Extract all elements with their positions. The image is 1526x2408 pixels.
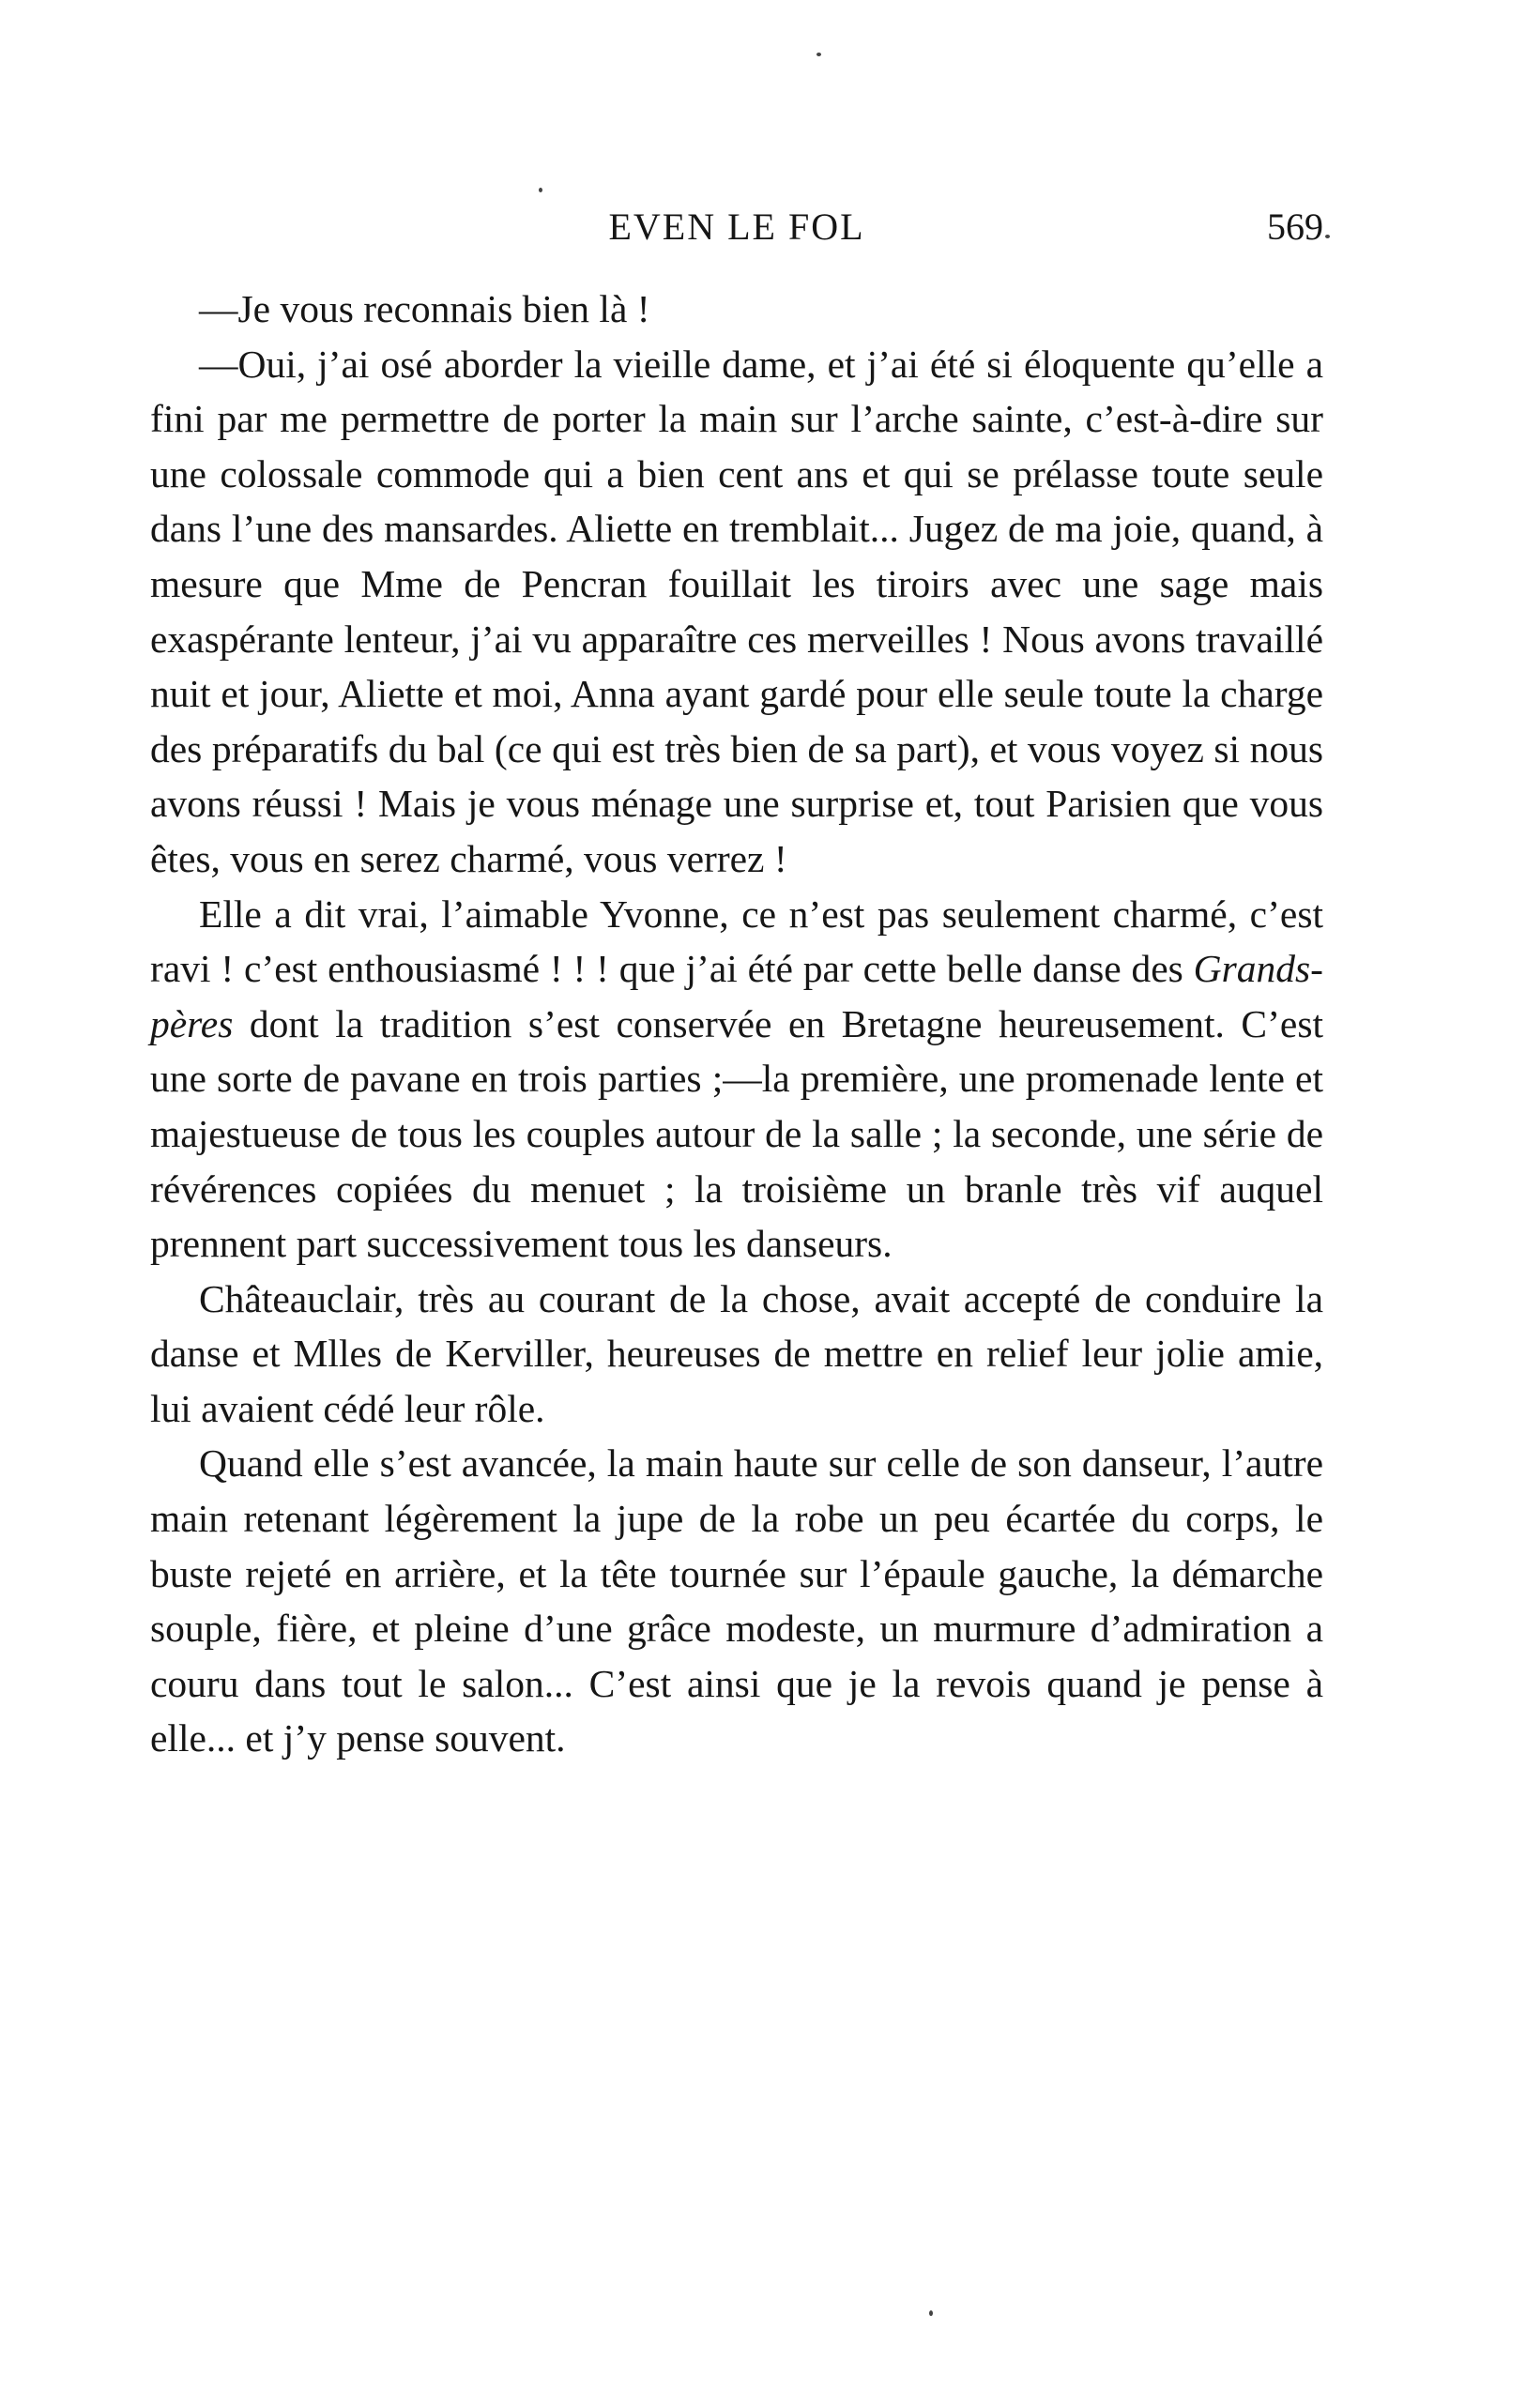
paragraph-text: Elle a dit vrai, l’aimable Yvonne, ce n’est pas seulement charmé, c’est ravi ! c’est enthousiasmé ! ! ! que j’ai été par cette belle danse des — [150, 892, 1323, 991]
body-text — [150, 282, 1323, 1766]
paragraph: —Oui, j’ai osé aborder la vieille dame, et j’ai été si éloquente qu’elle a fini par me permettre de porter la main sur l’arche sainte, c’est-à-dire sur une colossale commode qui a bien cent ans et qui se prélasse toute seule dans l’une des mansardes. Aliette en tremblait... Jugez de ma joie, quand, à mesure que Mme de Pencran fouillait les tiroirs avec une sage mais exaspérante lenteur, j’ai vu apparaître ces merveilles ! Nous avons travaillé nuit et jour, Aliette et moi, Anna ayant gardé pour elle seule toute la charge des préparatifs du bal (ce qui est très bien de sa part), et vous voyez si nous avons réussi ! Mais je vous ménage une surprise et, tout Parisien que vous êtes, vous en serez charmé, vous verrez ! — [150, 342, 1323, 880]
paragraph: —Je vous reconnais bien là ! — [199, 287, 650, 330]
ink-speck — [539, 188, 542, 192]
running-title: EVEN LE FOL — [608, 206, 865, 248]
page-number: 569 — [1267, 206, 1323, 248]
paragraph: Châteauclair, très au courant de la chose, avait accepté de conduire la danse et Mlles de Kerviller, heureuses de mettre en relief leur jolie amie, lui avaient cédé leur rôle. — [150, 1276, 1323, 1430]
paragraph — [150, 887, 1323, 1272]
ink-speck — [1325, 235, 1330, 238]
ink-speck — [816, 53, 821, 56]
paragraph: Quand elle s’est avancée, la main haute sur celle de son danseur, l’autre main retenant légèrement la jupe de la robe un peu écartée du corps, le buste rejeté en arrière, et la tête tournée sur l’épaule gauche, la démarche souple, fière, et pleine d’une grâce modeste, un murmure d’admiration a couru dans tout le salon... C’est ainsi que je la revois quand je pense à elle... et j’y pense souvent. — [150, 1441, 1323, 1760]
ink-speck — [929, 2310, 933, 2316]
running-head — [150, 205, 1323, 261]
italic-dance-name: Grands-pères — [150, 947, 1323, 1045]
paragraph-text: dont la tradition s’est conservée en Bretagne heureusement. C’est une sorte de pavane en trois parties ;—la première, une promenade lente et majestueuse de tous les couples autour de la salle ; la seconde, une série de révérences copiées du menuet ; la troisième un branle très vif auquel prennent part successivement tous les danseurs. — [150, 1001, 1323, 1266]
